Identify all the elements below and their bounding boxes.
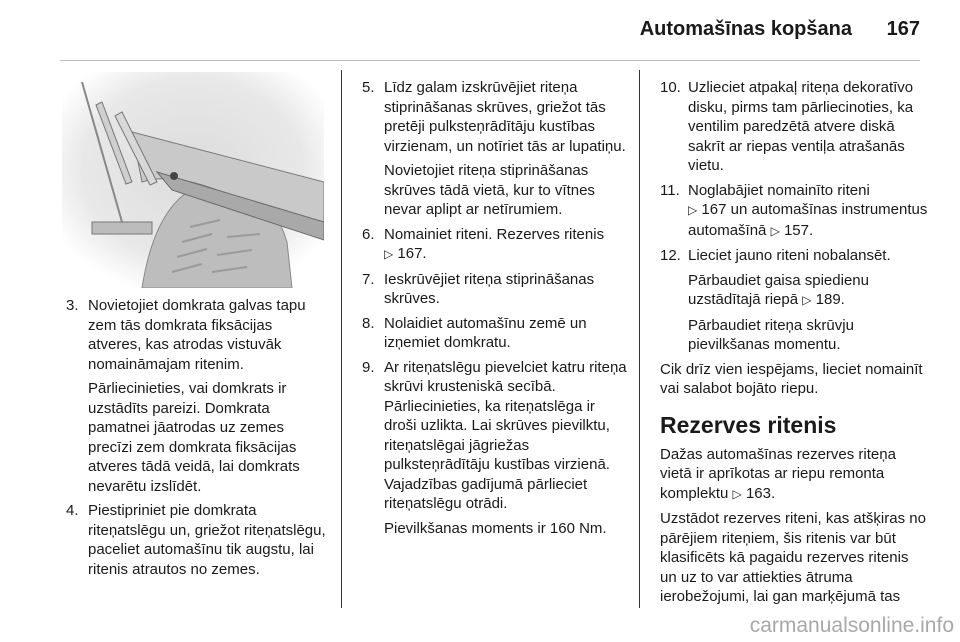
jack-wheel-illustration — [62, 72, 324, 288]
arrow-reference-icon: ▷ — [384, 247, 394, 261]
step-number: 10. — [660, 79, 681, 96]
header-rule — [60, 60, 920, 61]
step-5 — [362, 78, 630, 156]
step-text: Nolaidiet automašīnu zemē un izņemiet domkratu. — [384, 314, 587, 351]
step-5-note: Novietojiet riteņa stiprināšanas skrūves tādā vietā, kur to vītnes nevar aplipt ar netīrumiem. — [384, 162, 595, 218]
paragraph — [660, 445, 928, 505]
section-title: Automašīnas kopšana — [639, 18, 852, 40]
step-7 — [362, 270, 630, 309]
page-reference[interactable]: 157. — [783, 221, 814, 239]
step-text: Lieciet jauno riteni nobalansēt. — [688, 247, 891, 264]
step-12-note-1 — [660, 271, 928, 311]
column-2 — [362, 78, 630, 543]
step-10 — [660, 78, 928, 176]
watermark: carmanualsonline.info — [749, 614, 954, 637]
page-reference[interactable]: 167 un automašīnas instrumentus automašīnā — [688, 201, 928, 239]
column-1 — [66, 296, 328, 584]
arrow-reference-icon: ▷ — [732, 486, 742, 501]
step-4 — [66, 501, 328, 579]
step-text: Līdz galam izskrūvējiet riteņa stiprināšanas skrūves, griežot tās pretēji pulksteņrādītāju kustības virzienam, un notīriet tās ar lupatiņu. — [384, 79, 626, 155]
step-9-note: Pievilkšanas moments ir 160 Nm. — [384, 519, 607, 537]
step-12 — [660, 246, 928, 266]
page-header — [0, 12, 960, 52]
note-text: Pārbaudiet gaisa spiedienu uzstādītajā riepā — [688, 271, 869, 308]
section-heading: Rezerves ritenis — [660, 411, 837, 438]
page-reference[interactable]: 163. — [745, 484, 776, 502]
page-reference[interactable]: 167. — [397, 245, 427, 262]
paragraph: Cik drīz vien iespējams, lieciet nomainīt vai salabot bojāto riepu. — [660, 360, 923, 397]
step-number: 7. — [362, 270, 375, 288]
step-number: 3. — [66, 297, 79, 314]
step-number: 9. — [362, 358, 375, 376]
page-number: 167 — [886, 18, 920, 40]
step-6 — [362, 225, 630, 265]
column-divider — [341, 70, 342, 608]
step-number: 11. — [660, 181, 680, 199]
step-12-note-2: Pārbaudiet riteņa skrūvju pievilkšanas momentu. — [688, 316, 854, 353]
paragraph-text: Dažas automašīnas rezerves riteņa vietā ir aprīkotas ar riepu remonta komplektu — [660, 445, 896, 502]
step-text: Ar riteņatslēgu pievelciet katru riteņa skrūvi krusteniskā secībā. Pārliecinieties, ka riteņatslēga ir droši uzlikta. Lai skrūves pievilktu, riteņatslēgai jāgriežas pulksteņrādītāju kustības virzienā. Vajadzības gadījumā pārlieciet riteņatslēgu otrādi. — [384, 358, 627, 512]
step-3-note: Pārliecinieties, vai domkrats ir uzstādīts pareizi. Domkrata pamatnei jāatrodas uz zemes precīzi zem domkrata fiksācijas atveres tādā veidā, lai domkrats nevarētu izslīdēt. — [88, 380, 300, 495]
column-3 — [660, 78, 928, 612]
arrow-reference-icon: ▷ — [770, 223, 780, 238]
arrow-reference-icon: ▷ — [688, 203, 698, 217]
step-number: 12. — [660, 247, 681, 264]
step-number: 8. — [362, 314, 375, 332]
step-11 — [660, 181, 928, 242]
step-number: 5. — [362, 79, 375, 96]
step-text: Piestipriniet pie domkrata riteņatslēgu un, griežot riteņatslēgu, paceliet automašīnu tik augstu, lai ritenis atrautos no zemes. — [88, 502, 326, 578]
step-text: Uzlieciet atpakaļ riteņa dekoratīvo disku, pirms tam pārliecinoties, ka ventilim paredzētā atvere diskā sakrīt ar riepas ventiļa atrašanās vietu. — [688, 79, 914, 174]
step-9 — [362, 358, 630, 514]
page-reference[interactable]: 189. — [815, 291, 845, 308]
paragraph: Uzstādot rezerves riteni, kas atšķiras no pārējiem riteņiem, šis ritenis var būt klasificēts kā pagaidu rezerves ritenis un uz to var attiekties ātruma ierobežojumi, lai gan marķējumā tas — [660, 510, 926, 605]
step-8 — [362, 314, 630, 353]
arrow-reference-icon: ▷ — [802, 293, 812, 307]
step-text: Nomainiet riteni. Rezerves ritenis — [384, 225, 605, 243]
step-3 — [66, 296, 328, 374]
step-number: 4. — [66, 502, 79, 519]
column-divider — [639, 70, 640, 608]
step-text: Noglabājiet nomainīto riteni — [688, 181, 870, 199]
step-number: 6. — [362, 225, 375, 243]
step-text: Novietojiet domkrata galvas tapu zem tās domkrata fiksācijas atveres, kas atrodas vistuvāk nomaināmajam ritenim. — [88, 297, 306, 373]
step-text: Ieskrūvējiet riteņa stiprināšanas skrūves. — [384, 270, 595, 307]
